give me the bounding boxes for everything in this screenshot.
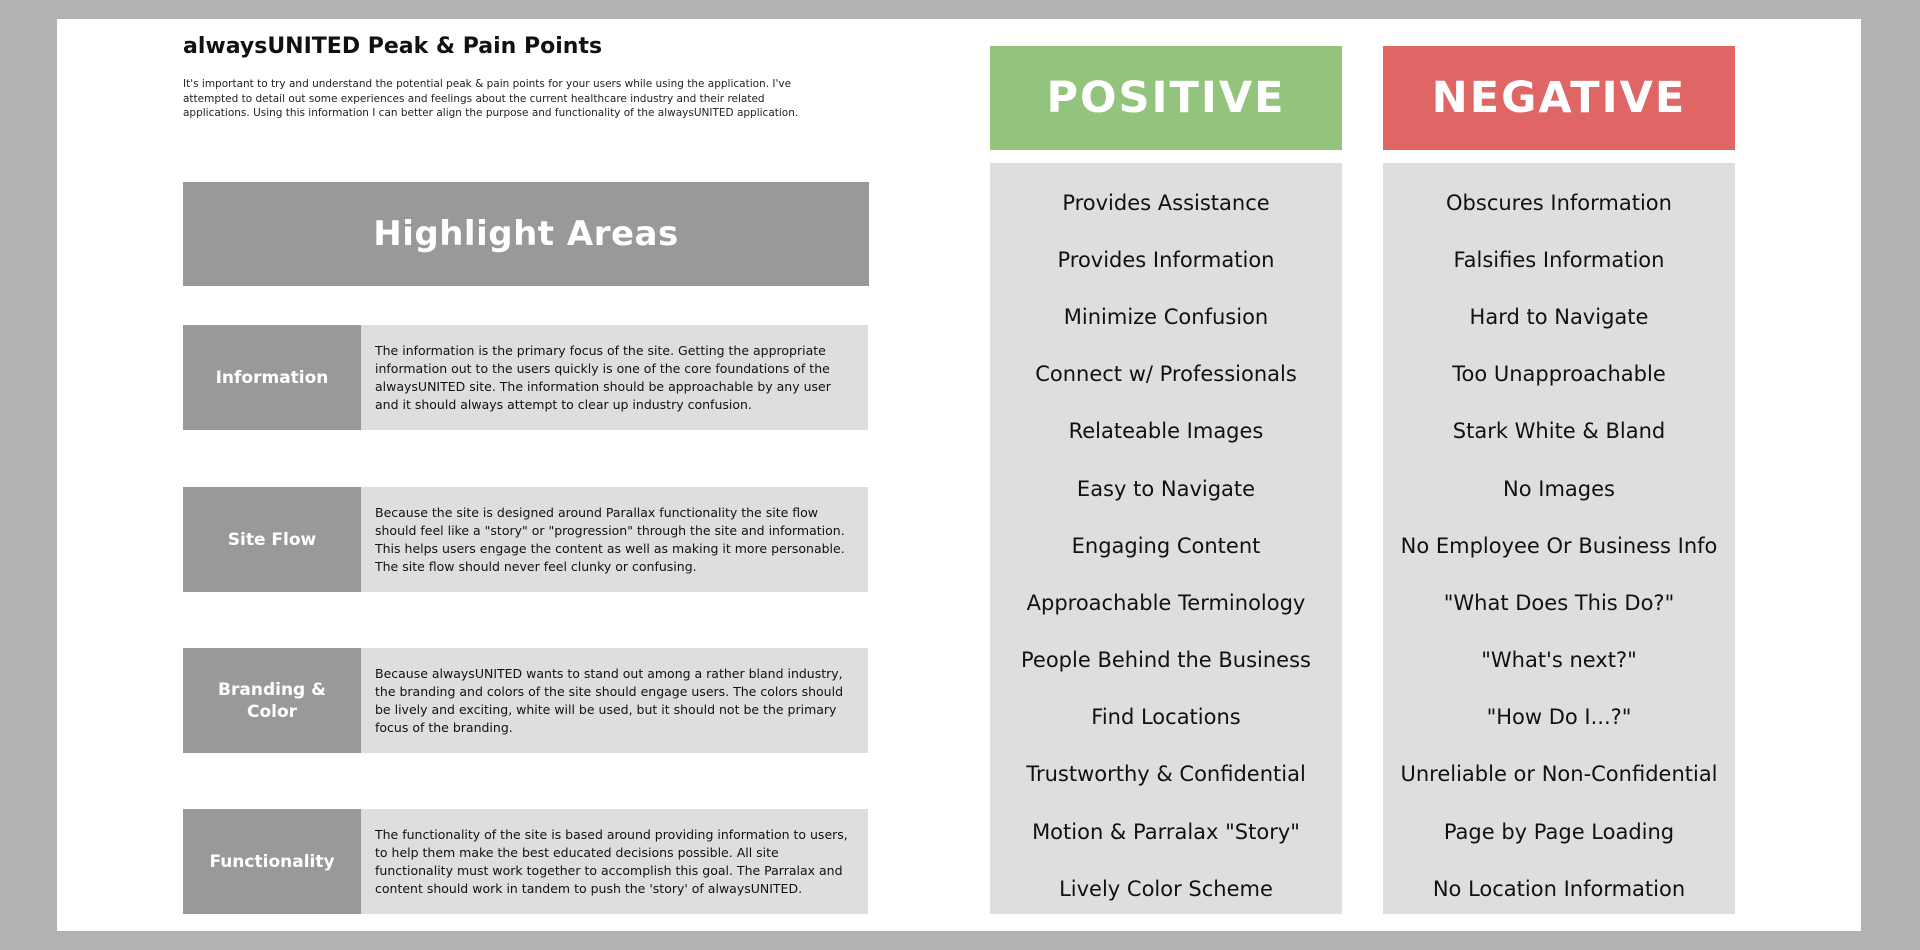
positive-item: Relateable Images (1068, 419, 1264, 444)
positive-item: Lively Color Scheme (1059, 876, 1273, 901)
highlight-area-information (183, 325, 868, 430)
negative-item: No Location Information (1432, 876, 1686, 901)
highlight-area-functionality (183, 809, 868, 914)
negative-item: Falsifies Information (1453, 247, 1665, 272)
positive-item: Provides Assistance (1062, 190, 1270, 215)
positive-item: Motion & Parralax "Story" (1032, 819, 1300, 844)
highlight-areas-heading: Highlight Areas (183, 182, 869, 286)
positive-item: Trustworthy & Confidential (1026, 762, 1306, 787)
negative-list (1383, 163, 1735, 914)
negative-item: Too Unapproachable (1452, 362, 1666, 387)
highlight-area-branding-color (183, 648, 868, 753)
area-description: Because the site is designed around Parallax functionality the site flow should feel like a "story" or "progression" through the site and information. This helps users engage the content as well as making it more personable. The site flow should never feel clunky or confusing. (361, 487, 868, 592)
page-title: alwaysUNITED Peak & Pain Points (183, 34, 603, 59)
positive-item: Engaging Content (1071, 533, 1261, 558)
negative-item: Page by Page Loading (1443, 819, 1675, 844)
area-description: The information is the primary focus of the site. Getting the appropriate information out to the users quickly is one of the core foundations of the alwaysUNITED site. The information should be approachable by any user and it should always attempt to clear up industry confusion. (361, 325, 868, 430)
negative-item: Hard to Navigate (1469, 304, 1649, 329)
negative-item: No Images (1503, 476, 1615, 501)
area-label: Branding & Color (183, 648, 361, 753)
area-label: Functionality (183, 809, 361, 914)
positive-item: Easy to Navigate (1076, 476, 1256, 501)
negative-item: "What's next?" (1481, 648, 1637, 673)
positive-item: Find Locations (1091, 705, 1241, 730)
negative-item: Stark White & Bland (1452, 419, 1666, 444)
area-label: Information (183, 325, 361, 430)
negative-item: "What Does This Do?" (1443, 590, 1675, 615)
negative-heading: NEGATIVE (1383, 46, 1735, 150)
positive-item: Approachable Terminology (1026, 590, 1306, 615)
area-description: Because alwaysUNITED wants to stand out among a rather bland industry, the branding and colors of the site should engage users. The colors should be lively and exciting, white will be used, but it should not be the primary focus of the branding. (361, 648, 868, 753)
area-description: The functionality of the site is based around providing information to users, to help them make the best educated decisions possible. All site functionality must work together to accomplish this goal. The Parralax and content should work in tandem to push the 'story' of alwaysUNITED. (361, 809, 868, 914)
positive-heading: POSITIVE (990, 46, 1342, 150)
positive-item: Minimize Confusion (1063, 304, 1269, 329)
negative-item: No Employee Or Business Info (1400, 533, 1718, 558)
intro-paragraph: It's important to try and understand the potential peak & pain points for your users while using the application. I've attempted to detail out some experiences and feelings about the current healthcare industry and their related applications. Using this information I can better align the purpose and functionality of the alwaysUNITED application. (183, 78, 799, 119)
highlight-area-site-flow (183, 487, 868, 592)
positive-item: Provides Information (1057, 247, 1275, 272)
negative-item: Obscures Information (1446, 190, 1672, 215)
positive-item: Connect w/ Professionals (1035, 362, 1297, 387)
negative-item: "How Do I...?" (1486, 705, 1632, 730)
document-page (57, 19, 1861, 931)
area-label: Site Flow (183, 487, 361, 592)
positive-item: People Behind the Business (1021, 648, 1311, 673)
positive-list (990, 163, 1342, 914)
negative-item: Unreliable or Non-Confidential (1400, 762, 1718, 787)
